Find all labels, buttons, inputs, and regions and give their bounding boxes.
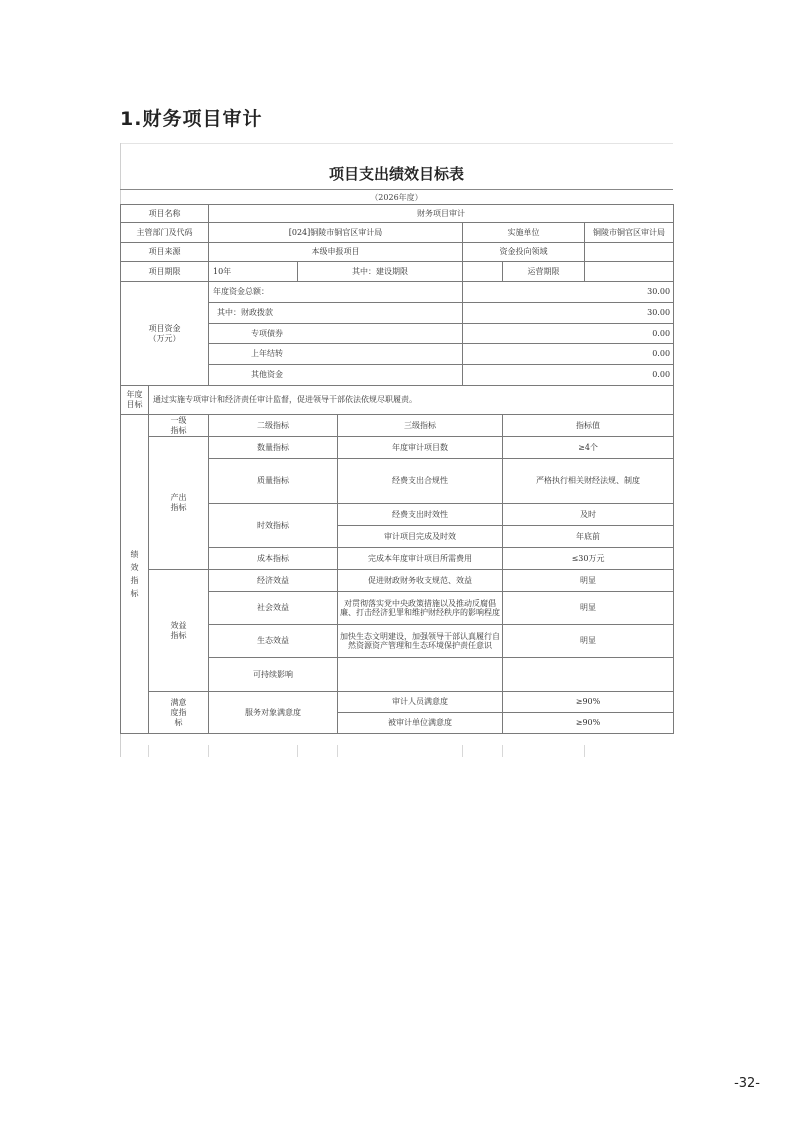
invest-area-label: 资金投向领域 — [463, 243, 585, 262]
annual-goal-label-line2: 目标 — [126, 400, 143, 409]
trail-gridline — [502, 745, 503, 757]
satisfaction-indicator-label: 满意 度指 标 — [149, 692, 209, 734]
fund-carryover-value: 0.00 — [463, 344, 674, 365]
indicator-header-row — [121, 415, 674, 437]
project-name-value: 财务项目审计 — [209, 205, 674, 223]
operate-period-label: 运营期限 — [503, 262, 585, 282]
fund-total-value: 30.00 — [463, 282, 674, 303]
source-value: 本级申报项目 — [209, 243, 463, 262]
eco-value: 明显 — [503, 625, 674, 658]
satisfaction-a-value: ≥90% — [503, 692, 674, 713]
satisfaction-l2: 服务对象满意度 — [209, 692, 338, 734]
quality-value: 严格执行相关财经法规、制度 — [503, 459, 674, 504]
fund-carryover-label: 上年结转 — [209, 344, 463, 365]
trail-gridline — [297, 745, 298, 757]
indicator-row-economic — [121, 570, 674, 592]
dept-value: [024]铜陵市铜官区审计局 — [209, 223, 463, 243]
impl-unit-value: 铜陵市铜官区审计局 — [585, 223, 674, 243]
cost-l3: 完成本年度审计项目所需费用 — [338, 548, 503, 570]
quantity-value: ≥4个 — [503, 437, 674, 459]
impl-unit-label: 实施单位 — [463, 223, 585, 243]
cost-value: ≤30万元 — [503, 548, 674, 570]
benefit-indicator-label: 效益 指标 — [149, 570, 209, 692]
economic-l3: 促进财政财务收支规范、效益 — [338, 570, 503, 592]
operate-period-value — [585, 262, 674, 282]
quality-l3: 经费支出合规性 — [338, 459, 503, 504]
annual-goal-label — [121, 386, 149, 415]
social-l2: 社会效益 — [209, 592, 338, 625]
quantity-l3: 年度审计项目数 — [338, 437, 503, 459]
social-l3: 对贯彻落实党中央政策措施以及推动反腐倡廉、打击经济犯罪和维护财经秩序的影响程度 — [338, 592, 503, 625]
timeliness-a-value: 及时 — [503, 504, 674, 526]
fund-bond-label: 专项债券 — [209, 324, 463, 344]
output-indicator-label: 产出 指标 — [149, 437, 209, 570]
trail-gridline — [208, 745, 209, 757]
dept-label: 主管部门及代码 — [121, 223, 209, 243]
trail-gridline — [462, 745, 463, 757]
eco-l3: 加快生态文明建设，加强领导干部认真履行自然资源资产管理和生态环境保护责任意识 — [338, 625, 503, 658]
period-value: 10年 — [209, 262, 298, 282]
trail-gridline — [337, 745, 338, 757]
row-department — [121, 223, 674, 243]
period-label: 项目期限 — [121, 262, 209, 282]
funds-label-line1: 项目资金 — [148, 323, 181, 333]
fund-other-label: 其他资金 — [209, 365, 463, 386]
quality-l2: 质量指标 — [209, 459, 338, 504]
sheet-title: 项目支出绩效目标表 — [328, 165, 464, 183]
funds-label — [121, 282, 209, 386]
level2-header: 二级指标 — [209, 415, 338, 437]
target-table — [120, 204, 674, 734]
construct-period-value — [463, 262, 503, 282]
social-value: 明显 — [503, 592, 674, 625]
section-heading: 1.财务项目审计 — [120, 108, 263, 130]
sheet-top-border — [120, 143, 673, 144]
timeliness-b-l3: 审计项目完成及时效 — [338, 526, 503, 548]
level3-header: 三级指标 — [338, 415, 503, 437]
satisfaction-a-l3: 审计人员满意度 — [338, 692, 503, 713]
cost-l2: 成本指标 — [209, 548, 338, 570]
sustain-value — [503, 658, 674, 692]
row-period — [121, 262, 674, 282]
trail-gridline — [584, 745, 585, 757]
quantity-l2: 数量指标 — [209, 437, 338, 459]
fund-row-total — [121, 282, 674, 303]
sheet-year: （2026年度） — [370, 193, 423, 202]
page-number: -32- — [734, 1076, 760, 1091]
invest-area-value — [585, 243, 674, 262]
sustain-l3 — [338, 658, 503, 692]
fund-fiscal-label: 其中：财政拨款 — [209, 303, 463, 324]
annual-goal-text: 通过实施专项审计和经济责任审计监督，促进领导干部依法依规尽职履责。 — [149, 386, 674, 415]
performance-indicator-label: 绩 效 指 标 — [121, 415, 149, 734]
timeliness-b-value: 年底前 — [503, 526, 674, 548]
indicator-value-header: 指标值 — [503, 415, 674, 437]
performance-target-sheet — [120, 143, 673, 757]
construct-period-label: 其中：建设期限 — [298, 262, 463, 282]
satisfaction-b-l3: 被审计单位满意度 — [338, 713, 503, 734]
timeliness-a-l3: 经费支出时效性 — [338, 504, 503, 526]
timeliness-l2: 时效指标 — [209, 504, 338, 548]
indicator-row-satisfaction-a — [121, 692, 674, 713]
fund-bond-value: 0.00 — [463, 324, 674, 344]
eco-l2: 生态效益 — [209, 625, 338, 658]
row-source — [121, 243, 674, 262]
fund-total-label: 年度资金总额： — [209, 282, 463, 303]
funds-label-line2: （万元） — [148, 333, 181, 343]
row-annual-goal — [121, 386, 674, 415]
indicator-row-quantity — [121, 437, 674, 459]
title-underline — [120, 189, 673, 190]
satisfaction-b-value: ≥90% — [503, 713, 674, 734]
trail-gridline — [148, 745, 149, 757]
annual-goal-label-line1: 年度 — [126, 390, 143, 399]
source-label: 项目来源 — [121, 243, 209, 262]
fund-other-value: 0.00 — [463, 365, 674, 386]
project-name-label: 项目名称 — [121, 205, 209, 223]
fund-fiscal-value: 30.00 — [463, 303, 674, 324]
sustain-l2: 可持续影响 — [209, 658, 338, 692]
row-project-name — [121, 205, 674, 223]
economic-l2: 经济效益 — [209, 570, 338, 592]
level1-header: 一级 指标 — [149, 415, 209, 437]
economic-value: 明显 — [503, 570, 674, 592]
